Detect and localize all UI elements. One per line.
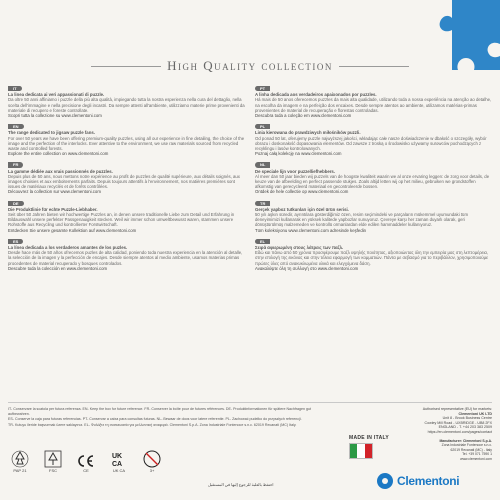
title-rule-right [339, 66, 409, 67]
collection-link[interactable]: Découvrez la collection sur www.clementoni.com [8, 189, 101, 195]
title-rule-left [91, 66, 161, 67]
manufacturer-address [402, 439, 492, 461]
icon-label: 3+ [149, 468, 155, 473]
age-icon [140, 445, 164, 473]
italy-flag-icon [349, 443, 373, 459]
language-text: Há mais de 50 anos oferecemos puzzles da mais alta qualidade, utilizando toda a nossa experiência na atenção ao detalhe, na escolha da imagem e na perfeição dos encaixes. Desde sempre atentos ao ambiente, utilizamos matérias-primas provenientes de material de recuperação e florestas controladas. [255, 97, 492, 113]
language-heading: La gamme dédiée aux vrais passionnés de puzzles. [8, 168, 113, 174]
language-text: Depuis plus de 50 ans, nous mettons notre expérience au profit de puzzles de qualité supérieure, aux détails soignés, aux images choisies et aux emboitements parfaits. Depuis toujours attentifs à l'environnement, nos matières premières sont issues de matériaux recyclés et de forêts contrôlées. [8, 173, 240, 190]
language-tag: DE [8, 201, 24, 206]
language-heading: Linia kierowana do prawdziwych miłośników puzzli. [255, 130, 361, 136]
language-heading: Gerçek yapboz tutkunları için özel ürün serisi. [255, 206, 349, 212]
language-text: Al meer dan 50 jaar bieden wij puzzels van de hoogste kwaliteit waarin we al onze ervaring leggen: de zorg voor details, de keuze van de afbeelding en perfect passende stukjes. Zoals altijd letten wij op het milieu, gebruiken we grondstoffen afkomstig van gerecycleerd materiaal en gecontroleerde bossen. [255, 173, 490, 190]
arabic-note: احتفظ بالعلبة للرجوع إليها في المستقبل [208, 482, 274, 487]
language-tag: TR [255, 201, 270, 206]
language-text: Desde hace más de 50 años ofrecemos puzles de alta calidad, poniendo toda nuestra experiencia en la atención al detalle, la selección de la imagen y la perfección de encajes. Desde siempre atentos al medio ambiente, usamos materias primas procedentes de material recuperado y bosques controlados. [8, 250, 243, 266]
legal-line: IT- Conservare la scatola per futura referenza. EN- Keep the box for future reference. FR- Conserver la boîte pour de futures références. DE- Produktinformationen für spätere Nachfragen gut aufbewahren. [8, 407, 312, 416]
language-tag: PL [255, 124, 270, 129]
svg-text:UK: UK [112, 453, 123, 460]
address-line: 62019 Recanati (MC) - Italy [450, 447, 492, 452]
page-title: High Quality collection [167, 58, 333, 73]
language-heading: The range dedicated to jigsaw puzzle fans. [8, 130, 95, 136]
icon-label: PAP 21 [13, 468, 27, 473]
language-heading: Σειρά αφιερωμένη στους λάτρεις των παζλ. [255, 245, 344, 251]
collection-link[interactable]: Entdecken Sie unsere gesamte Kollektion auf www.clementoni.com [8, 227, 137, 233]
collection-link[interactable]: Descubra toda a coleção em www.clementoni.com [255, 113, 352, 119]
language-text: Εδώ και πάνω από 50 χρόνια προσφέρουμε παζλ υψηλής ποιότητας, αξιοποιώντας όλη την εμπειρία μας στη λεπτομέρεια, στην επιλογή της εικόνας και στην τέλεια εφαρμογή των κομματιών. Πάντα με σεβασμό για το περιβάλλον, χρησιμοποιούμε πρώτες ύλες από ανακυκλωμένα υλικά και ελεγχόμενα δάση. [255, 250, 489, 266]
address-line: Cowley Mill Road - UXBRIDGE - UB8 2FX [424, 420, 492, 425]
certification-icons [8, 445, 164, 473]
language-block-el [255, 239, 492, 271]
collection-link[interactable]: Ανακαλύψτε όλη τη συλλογή στο www.clementoni.com [255, 265, 359, 271]
legal-line: ES- Conserve la caja para futuras referencias. PT- Conservar a caixa para consultas futuras. NL- Bewaar de doos voor latere referentie. PL- Zachować pudełko do przyszłych referencji. [8, 417, 302, 422]
representative-address [392, 407, 492, 434]
icon-label: UK CA [112, 468, 126, 473]
collection-link[interactable]: Explore the entire collection on www.clementoni.com [8, 151, 109, 157]
language-block-it [8, 86, 245, 118]
collection-link[interactable]: Poznaj całą kolekcję na www.clementoni.com [255, 151, 342, 157]
collection-link[interactable]: Scopri tutta la collezione su www.clementoni.com [8, 113, 102, 119]
language-columns [8, 86, 492, 398]
language-heading: La linea dedicata ai veri appassionati di puzzle. [8, 92, 105, 98]
language-block-fr [8, 162, 245, 194]
language-block-pl [255, 124, 492, 156]
address-line[interactable]: https://en.clementoni.com/pages/contact [427, 429, 492, 434]
left-language-column [8, 86, 245, 398]
address-line: Manufacturer: Clementoni S.p.A. [439, 439, 492, 443]
language-heading: Die Produktlinie für echte Puzzle-Liebhaber. [8, 206, 98, 212]
svg-text:CA: CA [112, 461, 123, 468]
address-line[interactable]: www.clementoni.com [460, 456, 492, 461]
ce-icon [74, 445, 98, 473]
language-text: For over 50 years we have been offering premium-quality puzzles, using all our experience in fine detailing, the choice of the image and the perfection of the interlocks. Ever attentive to the environment, we use raw materials sourced from recycled waste and controlled forests. [8, 135, 245, 152]
language-tag: FR [8, 162, 23, 167]
language-heading: A linha dedicada aos verdadeiros apaixonados por puzzles. [255, 92, 377, 98]
address-line: ENGLAND - T. +44 203 383 2509 [438, 425, 492, 429]
language-tag: NL [255, 162, 270, 167]
language-text: Od ponad 50 lat, oferujemy puzzle najwyższej jakości, wkładając całe nasze doświadczenie w dbałość o szczegóły, wybór obrazu i doskonałość dopasowania elementów. Od zawsze z troską o środowisko używamy surowców pochodzących z recyklingu i lasów kontrolowanych. [255, 135, 487, 152]
language-block-pt [255, 86, 492, 118]
language-heading: La línea dedicada a los verdaderos amantes de los puzles. [8, 245, 128, 251]
address-line: Clementoni UK LTD [458, 411, 492, 416]
collection-link[interactable]: Ontdek de hele collectie op www.clementoni.com [255, 189, 349, 195]
brand-logo [377, 473, 459, 489]
ukca-icon [107, 445, 131, 473]
icon-label: FSC [49, 468, 57, 473]
section-divider [8, 402, 492, 403]
language-tag: PT [255, 86, 270, 91]
collection-link[interactable]: Tüm koleksiyonu www.clementoni.com adresinde keşfedin [255, 227, 367, 233]
recycle-icon [8, 445, 32, 473]
made-in-label: MADE IN ITALY [349, 435, 390, 441]
language-block-nl [255, 162, 492, 194]
language-text: Seit über 50 Jahren bieten wir hochwertige Puzzles an, in denen unsere traditionelle Liebe zum Detail und Erfahrung in Bildauswahl unsere perfekter Passgenauigkeit stecken. Weil wir immer schon umweltbewusst waren, stammen unsere Rohstoffe aus Recycling und kontrollierter Forstwirtschaft. [8, 212, 235, 228]
language-block-en [8, 124, 245, 156]
collection-link[interactable]: Descubre toda la colección en www.clementoni.com [8, 265, 108, 271]
brand-name: Clementoni [397, 474, 460, 488]
address-line: Authorised representative (EU) for markets: [422, 407, 492, 411]
brand-mark-icon [377, 473, 393, 489]
language-heading: De speciale lijn voor puzzelliefhebbers. [255, 168, 335, 174]
company-info [341, 407, 492, 495]
language-text: Da oltre 50 anni affiniamo i puzzle della più alta qualità, impiegando tutta la nostra esperienza nella cura del dettaglio, nella scelta dell'immagine e nella precisione degli incastri. Da sempre attenti all'ambiente, utilizziamo materie prime provenienti da materiale di recupero e foreste controllate. [8, 97, 245, 113]
language-tag: ES [8, 239, 23, 244]
language-text: 50 yılı aşkın süredir, ayrıntılara gösterdiğimiz özen, resim seçimindeki ve parçaların mükemmel uyumundaki tüm deneyimimizi kullanarak en yüksek kalitede yapbozlar sunuyoruz. Çevreye karşı her zaman duyarlı olarak, geri dönüştürülmüş malzemeden ve kontrollü ormanlardan elde edilen hammaddeler kullanıyoruz. [255, 212, 469, 228]
address-line: Tel. +39 071 7590 1 [462, 452, 492, 457]
language-block-es [8, 239, 245, 271]
address-line: Unit 8 - Brook Business Centre [442, 416, 492, 420]
right-language-column [255, 86, 492, 398]
language-block-tr [255, 201, 492, 233]
icon-label: CE [83, 468, 89, 473]
language-tag: IT [8, 86, 22, 91]
legal-line: TR- Kutuyu ileride başvurmak üzere saklayınız. EL- Φυλάξτε τη συσκευασία για μελλοντική αναφορά. Clementoni S.p.A. Zona Industriale Fontenoce s.n.c. 62019 Recanati (MC) Italy. [8, 422, 297, 427]
fsc-icon [41, 445, 65, 473]
language-block-de [8, 201, 245, 233]
title-row [0, 58, 500, 74]
address-line: Zona Industriale Fontenoce s.n.c. [441, 443, 492, 448]
language-tag: EN [8, 124, 24, 129]
language-tag: EL [255, 239, 270, 244]
